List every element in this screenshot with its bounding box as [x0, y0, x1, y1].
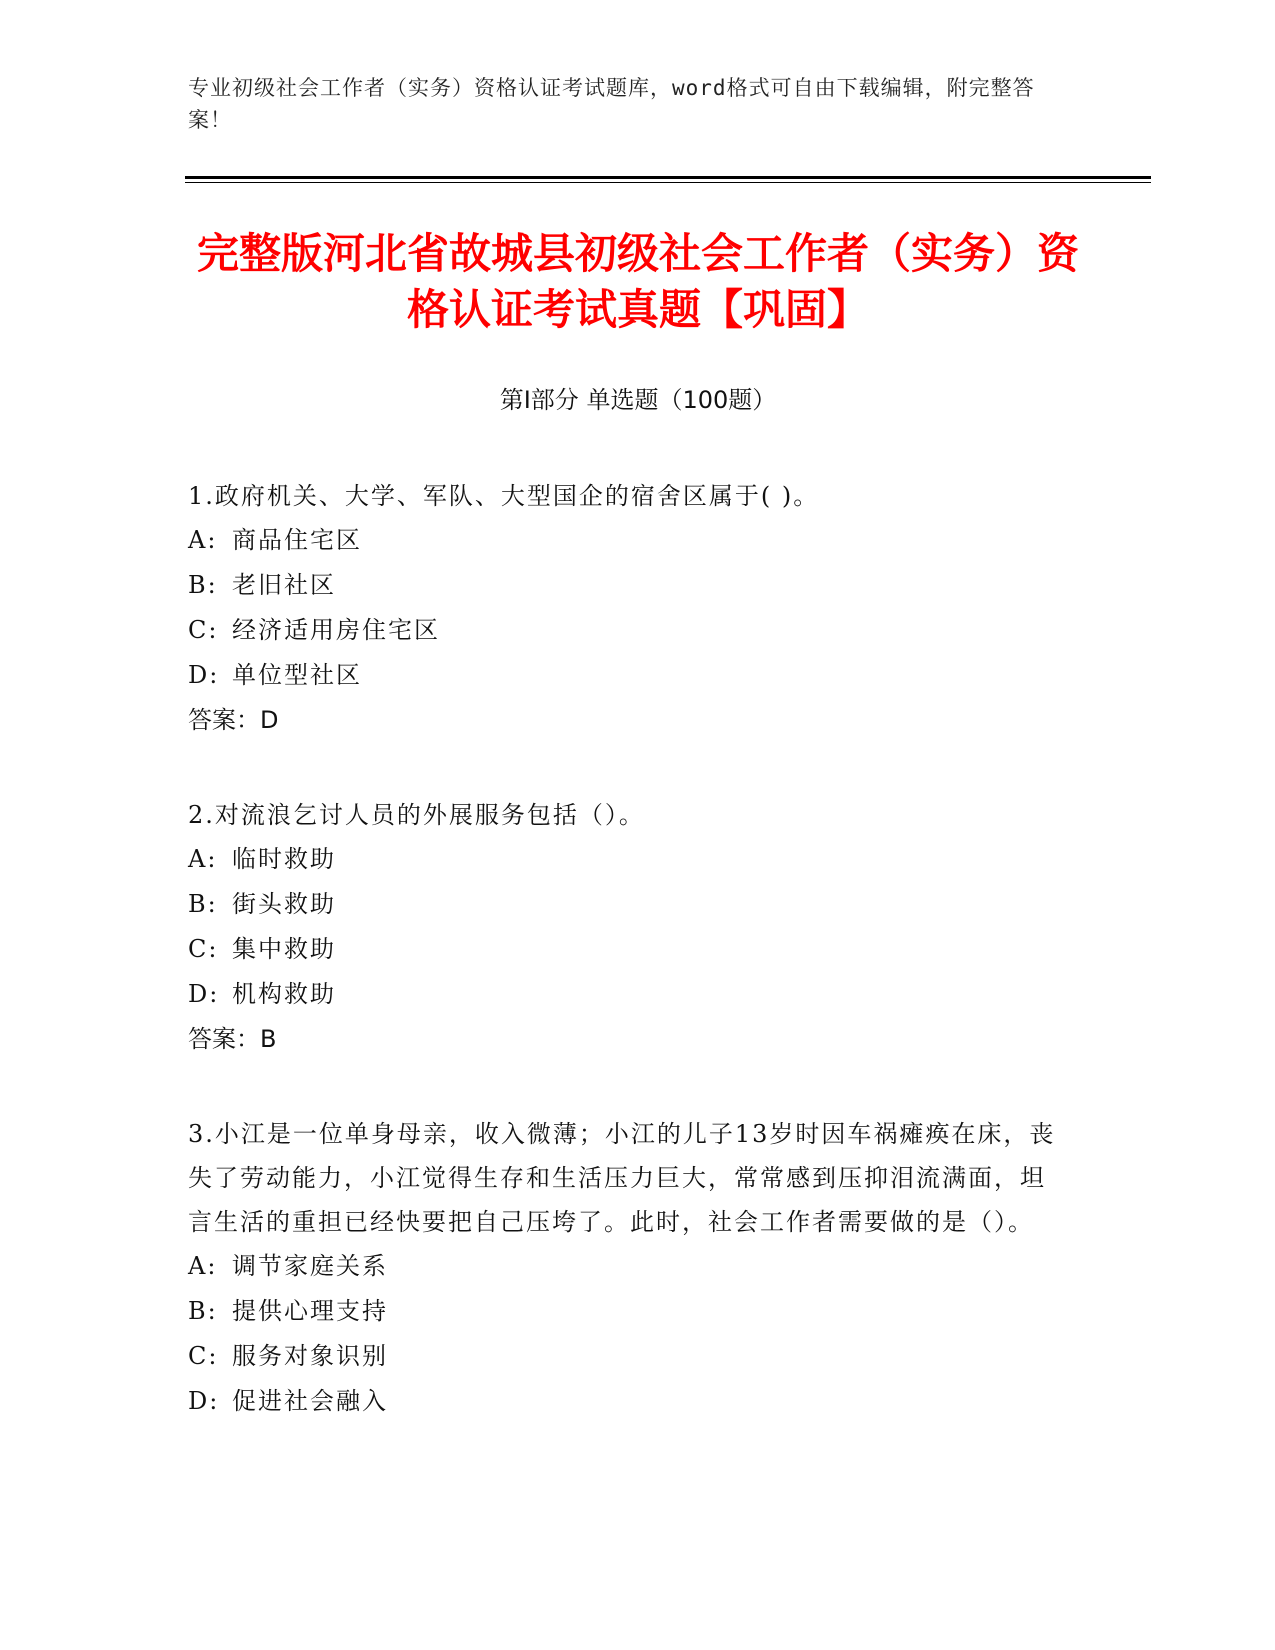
- option-b: [188, 1289, 1068, 1334]
- option-key: D:: [188, 980, 220, 1008]
- option-c: [188, 1334, 1068, 1379]
- option-c: [188, 927, 1068, 972]
- option-text: 促进社会融入: [232, 1387, 388, 1415]
- option-key: D:: [188, 661, 220, 689]
- option-text: 集中救助: [232, 935, 336, 963]
- option-text: 服务对象识别: [232, 1342, 388, 1370]
- header-note: 专业初级社会工作者（实务）资格认证考试题库，word格式可自由下载编辑，附完整答案！: [188, 76, 1035, 132]
- option-text: 单位型社区: [232, 661, 362, 689]
- answer: 答案：D: [188, 706, 279, 734]
- question-stem: 2.对流浪乞讨人员的外展服务包括（）。: [188, 801, 645, 829]
- question-2: [188, 793, 1068, 1062]
- option-b: [188, 882, 1068, 927]
- option-text: 老旧社区: [232, 571, 336, 599]
- option-text: 街头救助: [232, 890, 336, 918]
- header-divider-thin: [185, 182, 1151, 183]
- option-d: [188, 1379, 1068, 1424]
- option-key: B:: [188, 571, 218, 599]
- option-text: 机构救助: [232, 980, 336, 1008]
- option-text: 调节家庭关系: [232, 1252, 388, 1280]
- answer: 答案：B: [188, 1025, 277, 1053]
- question-stem: 1.政府机关、大学、军队、大型国企的宿舍区属于( )。: [188, 482, 820, 510]
- document-title: 完整版河北省故城县初级社会工作者（实务）资格认证考试真题【巩固】: [196, 229, 1079, 334]
- option-d: [188, 653, 1068, 698]
- option-key: C:: [188, 935, 219, 963]
- option-a: [188, 1244, 1068, 1289]
- option-key: C:: [188, 616, 219, 644]
- question-stem: 3.小江是一位单身母亲，收入微薄；小江的儿子13岁时因车祸瘫痪在床，丧失了劳动能力，小江觉得生存和生活压力巨大，常常感到压抑泪流满面，坦言生活的重担已经快要把自己压垮了。此时，社会工作者需要做的是（）。: [188, 1120, 1056, 1236]
- question-3: [188, 1112, 1068, 1424]
- option-a: [188, 837, 1068, 882]
- question-1: [188, 474, 1068, 743]
- option-key: B:: [188, 1297, 218, 1325]
- option-key: A:: [188, 526, 218, 554]
- header-divider-thick: [185, 176, 1151, 179]
- section-heading: 第Ⅰ部分 单选题（100题）: [499, 386, 777, 414]
- option-key: B:: [188, 890, 218, 918]
- option-text: 商品住宅区: [232, 526, 362, 554]
- question-list: [188, 474, 1068, 1474]
- option-a: [188, 518, 1068, 563]
- option-text: 经济适用房住宅区: [232, 616, 440, 644]
- option-b: [188, 563, 1068, 608]
- option-key: A:: [188, 845, 218, 873]
- option-c: [188, 608, 1068, 653]
- option-key: D:: [188, 1387, 220, 1415]
- option-key: A:: [188, 1252, 218, 1280]
- option-key: C:: [188, 1342, 219, 1370]
- option-d: [188, 972, 1068, 1017]
- option-text: 提供心理支持: [232, 1297, 388, 1325]
- option-text: 临时救助: [232, 845, 336, 873]
